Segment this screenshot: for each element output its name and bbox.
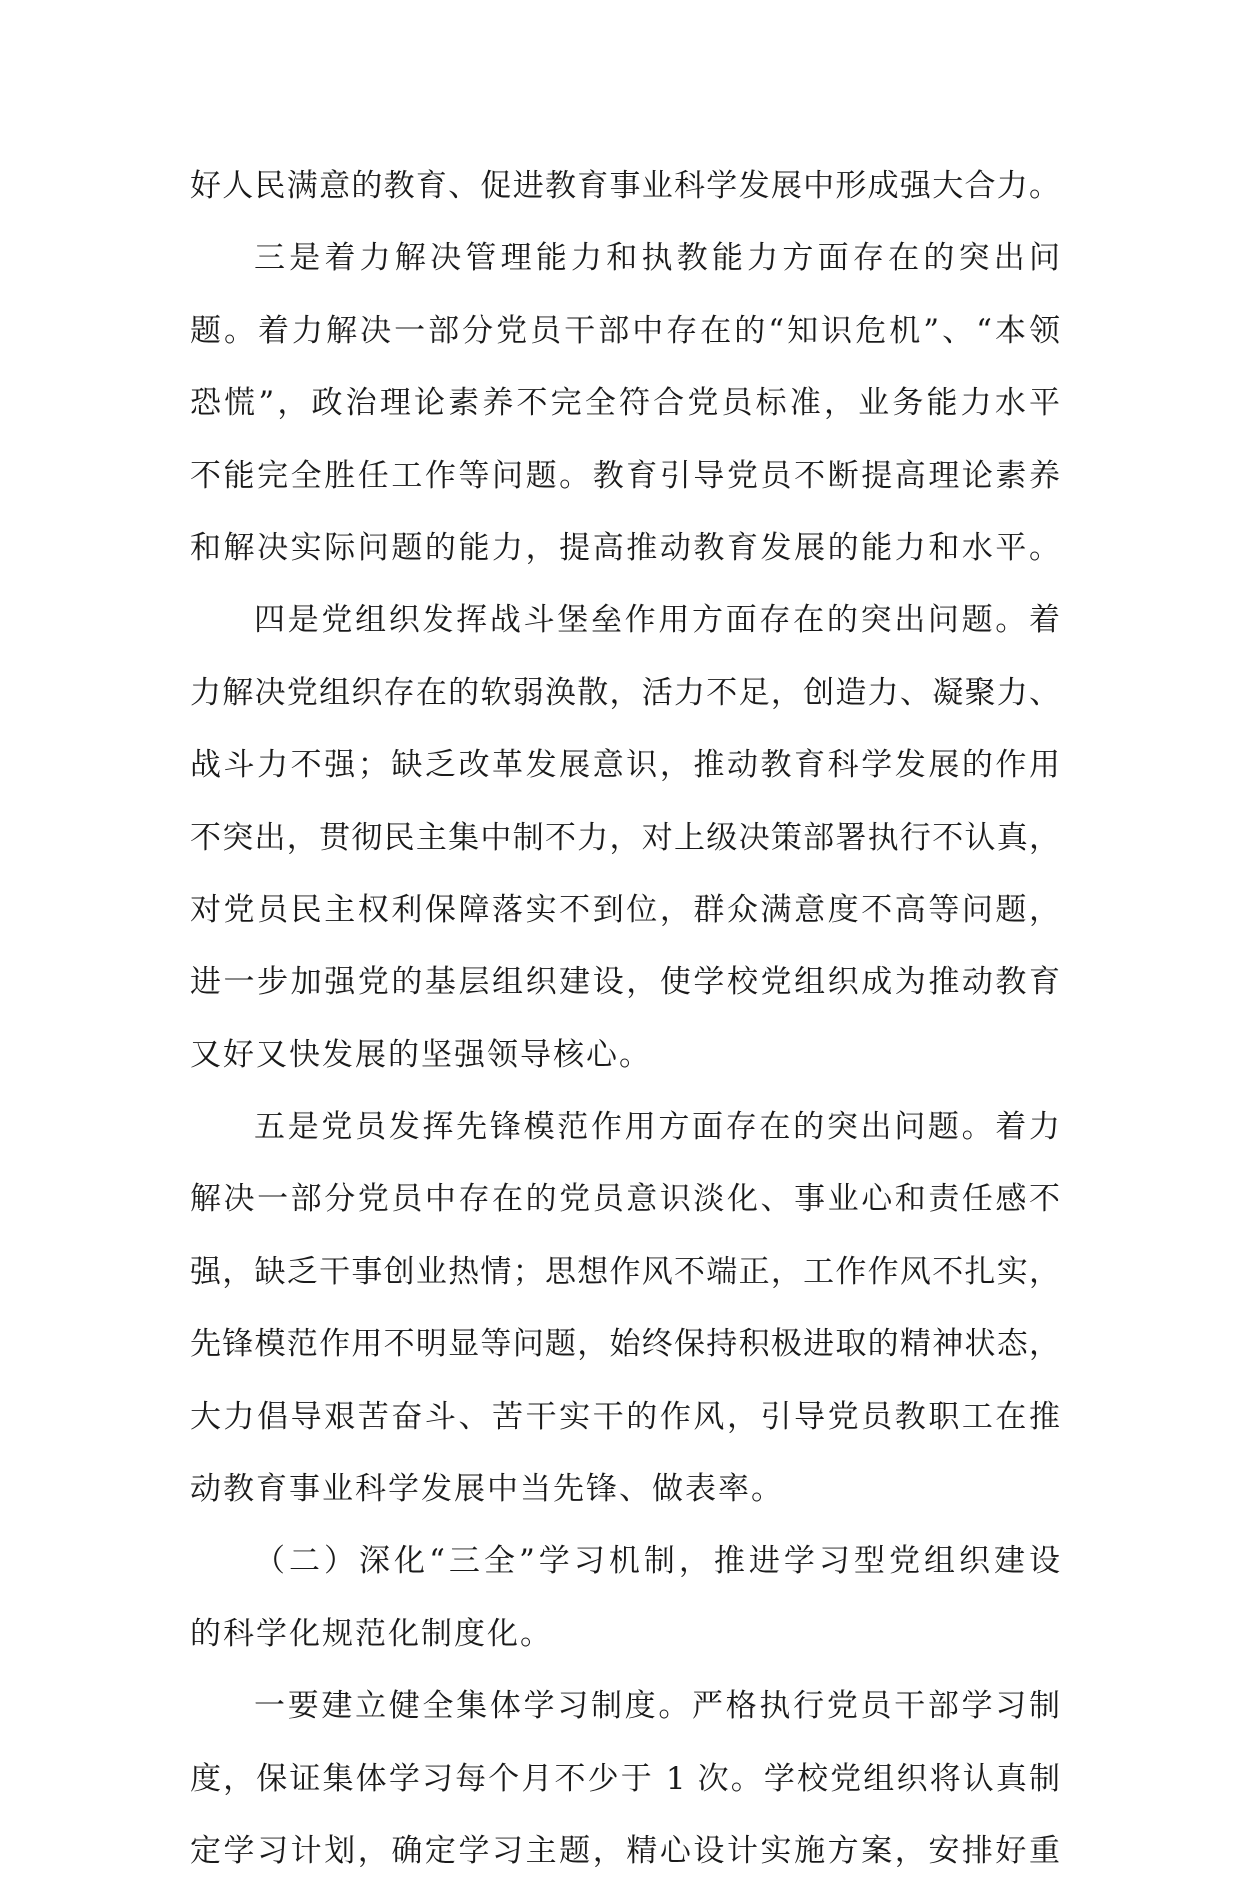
text-line: 和解决实际问题的能力，提高推动教育发展的能力和水平。 bbox=[190, 529, 1060, 566]
text-line: 三是着力解决管理能力和执教能力方面存在的突出问 bbox=[254, 240, 1060, 277]
text-line: 不突出，贯彻民主集中制不力，对上级决策部署执行不认真， bbox=[190, 819, 1060, 856]
text-line: 题。着力解决一部分党员干部中存在的“知识危机”、“本领 bbox=[190, 312, 1060, 349]
text-line: 恐慌”，政治理论素养不完全符合党员标准，业务能力水平 bbox=[190, 385, 1060, 422]
text-line: 大力倡导艰苦奋斗、苦干实干的作风，引导党员教职工在推 bbox=[190, 1398, 1060, 1435]
text-line: 先锋模范作用不明显等问题，始终保持积极进取的精神状态， bbox=[190, 1326, 1060, 1363]
text-line: 度，保证集体学习每个月不少于 1 次。学校党组织将认真制 bbox=[190, 1760, 1060, 1797]
text-line: 对党员民主权利保障落实不到位，群众满意度不高等问题， bbox=[190, 891, 1060, 928]
text-line: 解决一部分党员中存在的党员意识淡化、事业心和责任感不 bbox=[190, 1181, 1060, 1218]
text-line: 力解决党组织存在的软弱涣散，活力不足，创造力、凝聚力、 bbox=[190, 674, 1060, 711]
text-line: 动教育事业科学发展中当先锋、做表率。 bbox=[190, 1471, 784, 1508]
text-line: 的科学化规范化制度化。 bbox=[190, 1615, 553, 1652]
text-line: 五是党员发挥先锋模范作用方面存在的突出问题。着力 bbox=[254, 1109, 1060, 1146]
text-line: 不能完全胜任工作等问题。教育引导党员不断提高理论素养 bbox=[190, 457, 1060, 494]
document-body bbox=[190, 150, 1060, 1887]
text-line: 四是党组织发挥战斗堡垒作用方面存在的突出问题。着 bbox=[254, 602, 1060, 639]
text-line: （二）深化“三全”学习机制，推进学习型党组织建设 bbox=[254, 1543, 1060, 1580]
text-line: 强，缺乏干事创业热情；思想作风不端正，工作作风不扎实， bbox=[190, 1253, 1060, 1290]
text-line: 一要建立健全集体学习制度。严格执行党员干部学习制 bbox=[254, 1688, 1060, 1725]
text-line: 进一步加强党的基层组织建设，使学校党组织成为推动教育 bbox=[190, 964, 1060, 1001]
text-line: 好人民满意的教育、促进教育事业科学发展中形成强大合力。 bbox=[190, 168, 1060, 204]
text-line: 战斗力不强；缺乏改革发展意识，推动教育科学发展的作用 bbox=[190, 747, 1060, 784]
text-line: 又好又快发展的坚强领导核心。 bbox=[190, 1036, 652, 1073]
text-line: 定学习计划，确定学习主题，精心设计实施方案，安排好重 bbox=[190, 1832, 1060, 1869]
